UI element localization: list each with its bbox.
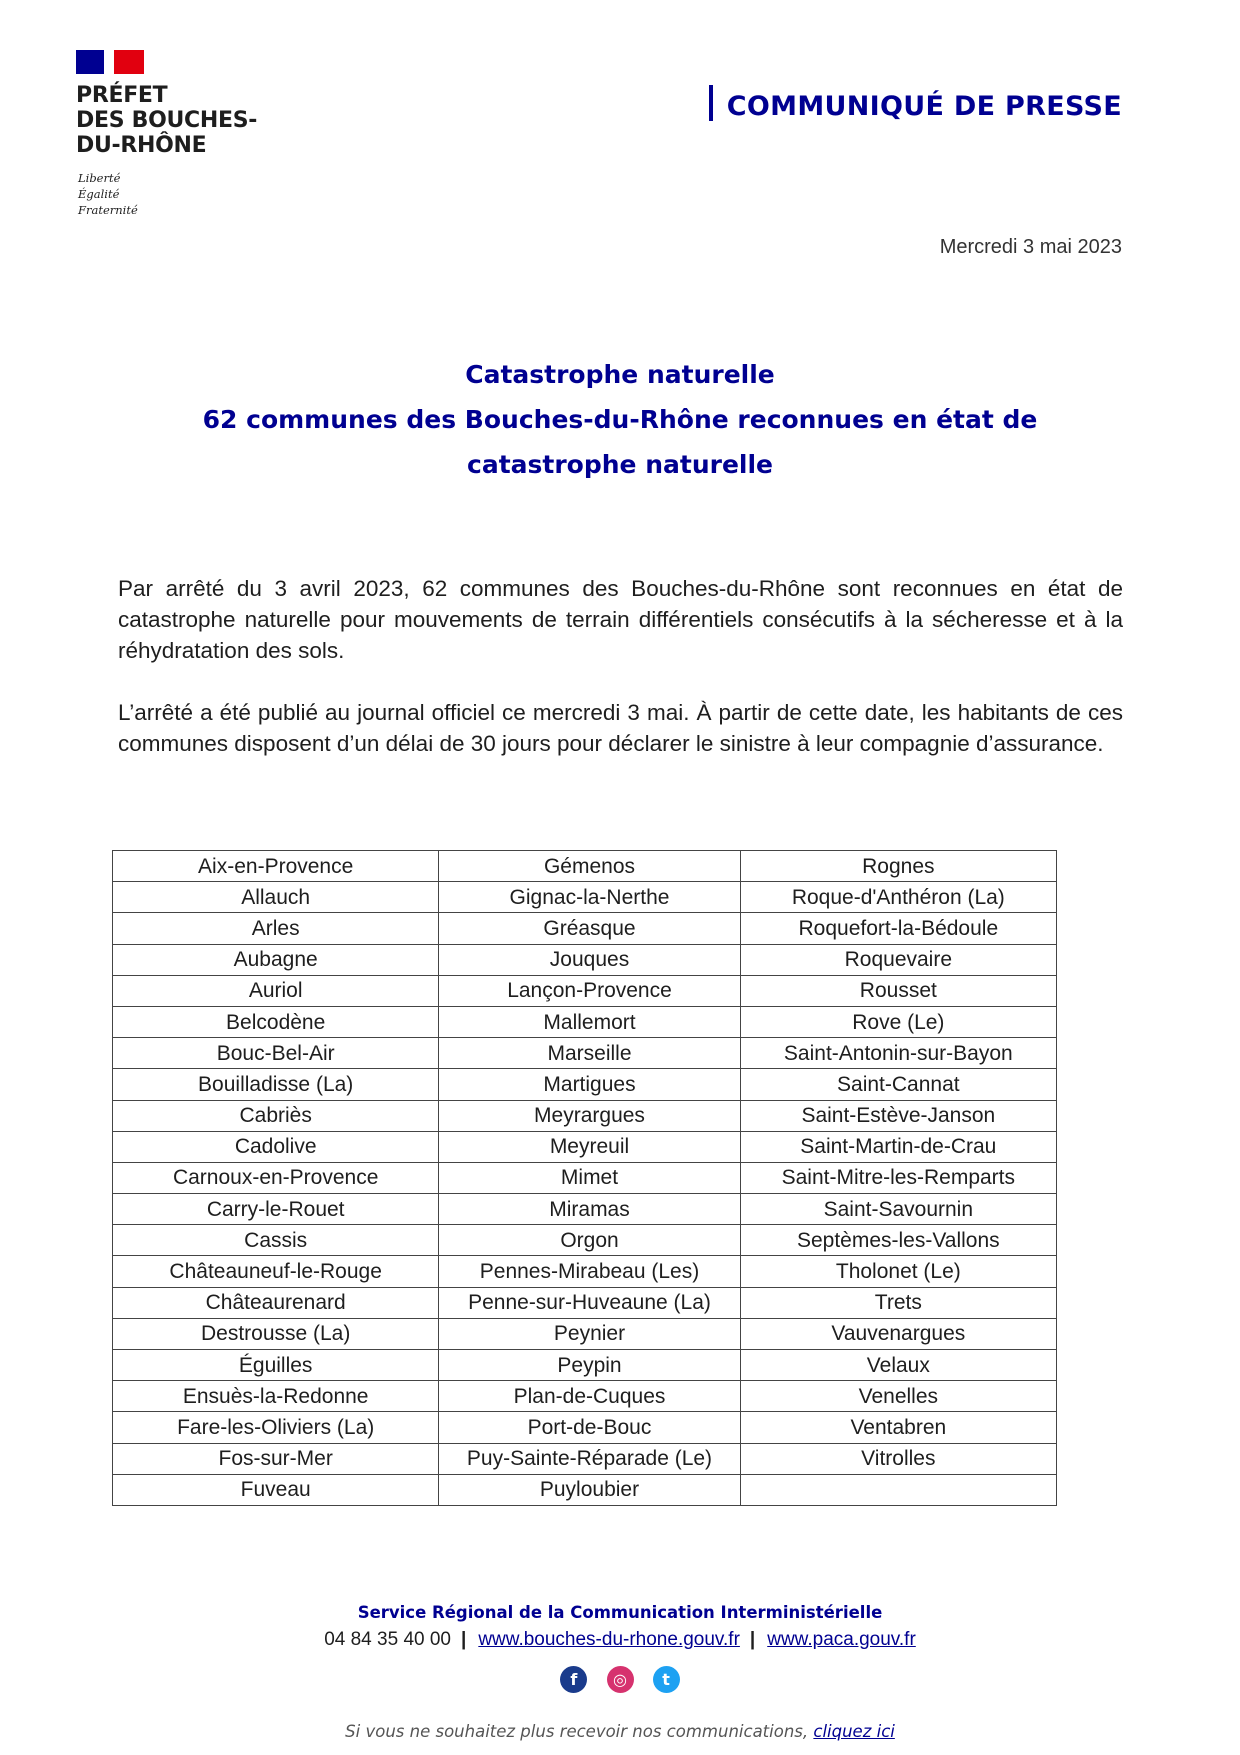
- commune-cell: Saint-Mitre-les-Remparts: [740, 1162, 1056, 1193]
- table-row: [113, 1038, 1057, 1069]
- separator: |: [461, 1629, 467, 1650]
- motto-line: Fraternité: [78, 203, 138, 217]
- commune-cell: Mallemort: [439, 1006, 740, 1037]
- commune-cell: Fuveau: [113, 1474, 439, 1505]
- commune-cell: Peynier: [439, 1318, 740, 1349]
- commune-cell: Destrousse (La): [113, 1318, 439, 1349]
- motto-line: Égalité: [78, 187, 120, 201]
- table-row: [113, 1412, 1057, 1443]
- commune-cell: Gréasque: [439, 913, 740, 944]
- table-row: [113, 851, 1057, 882]
- commune-cell: Cassis: [113, 1225, 439, 1256]
- release-date: Mercredi 3 mai 2023: [939, 236, 1122, 258]
- commune-cell: Aubagne: [113, 944, 439, 975]
- flag-red-band: [114, 50, 144, 74]
- service-name: Service Régional de la Communication Interministérielle: [357, 1603, 883, 1622]
- title-line: Catastrophe naturelle: [465, 360, 775, 389]
- commune-cell: Aix-en-Provence: [113, 851, 439, 882]
- commune-cell: Cabriès: [113, 1100, 439, 1131]
- table-row: [113, 1162, 1057, 1193]
- commune-cell: Pennes-Mirabeau (Les): [439, 1256, 740, 1287]
- commune-cell: Carnoux-en-Provence: [113, 1162, 439, 1193]
- table-row: [113, 913, 1057, 944]
- commune-cell: Ensuès-la-Redonne: [113, 1381, 439, 1412]
- prefet-line: PRÉFET: [76, 83, 168, 108]
- commune-cell: Ventabren: [740, 1412, 1056, 1443]
- commune-cell: Fos-sur-Mer: [113, 1443, 439, 1474]
- table-row: [113, 1287, 1057, 1318]
- communes-table-body: [113, 851, 1057, 1506]
- body-paragraph-2: L’arrêté a été publié au journal officiel ce mercredi 3 mai. À partir de cette date, les habitants de ces communes disposent d’un délai de 30 jours pour déclarer le sinistre à leur compagnie d’assurance.: [118, 700, 1123, 756]
- commune-cell: Allauch: [113, 882, 439, 913]
- commune-cell: Velaux: [740, 1350, 1056, 1381]
- commune-cell: Bouilladisse (La): [113, 1069, 439, 1100]
- unsubscribe-link[interactable]: cliquez ici: [813, 1722, 895, 1741]
- table-row: [113, 1006, 1057, 1037]
- commune-cell: Roquefort-la-Bédoule: [740, 913, 1056, 944]
- commune-cell: Jouques: [439, 944, 740, 975]
- table-row: [113, 1318, 1057, 1349]
- commune-cell: Châteauneuf-le-Rouge: [113, 1256, 439, 1287]
- prefet-name: [76, 83, 336, 158]
- contact-line: [0, 1629, 1240, 1651]
- commune-cell: Trets: [740, 1287, 1056, 1318]
- flag-blue-band: [76, 50, 104, 74]
- table-row: [113, 1100, 1057, 1131]
- commune-cell: Saint-Martin-de-Crau: [740, 1131, 1056, 1162]
- commune-cell: Gémenos: [439, 851, 740, 882]
- press-label-bar: [709, 85, 713, 121]
- flag-white-band: [104, 50, 114, 74]
- title-line: catastrophe naturelle: [467, 450, 773, 479]
- commune-cell: [740, 1474, 1056, 1505]
- commune-cell: Peypin: [439, 1350, 740, 1381]
- table-row: [113, 882, 1057, 913]
- republic-motto: [78, 170, 198, 218]
- marianne-flag-icon: [76, 50, 144, 74]
- press-label-text: COMMUNIQUÉ DE PRESSE: [726, 91, 1122, 122]
- prefet-line: DU-RHÔNE: [76, 133, 207, 158]
- commune-cell: Penne-sur-Huveaune (La): [439, 1287, 740, 1318]
- commune-cell: Saint-Estève-Janson: [740, 1100, 1056, 1131]
- commune-cell: Arles: [113, 913, 439, 944]
- commune-cell: Roque-d'Anthéron (La): [740, 882, 1056, 913]
- commune-cell: Fare-les-Oliviers (La): [113, 1412, 439, 1443]
- commune-cell: Port-de-Bouc: [439, 1412, 740, 1443]
- motto-line: Liberté: [78, 171, 121, 185]
- commune-cell: Éguilles: [113, 1350, 439, 1381]
- commune-cell: Plan-de-Cuques: [439, 1381, 740, 1412]
- commune-cell: Rognes: [740, 851, 1056, 882]
- twitter-icon[interactable]: t: [653, 1666, 680, 1693]
- table-row: [113, 1474, 1057, 1505]
- phone-number: 04 84 35 40 00: [324, 1629, 451, 1650]
- table-row: [113, 1131, 1057, 1162]
- prefecture-website-link[interactable]: www.bouches-du-rhone.gouv.fr: [478, 1629, 740, 1650]
- commune-cell: Bouc-Bel-Air: [113, 1038, 439, 1069]
- unsubscribe-line: [0, 1722, 1240, 1741]
- commune-cell: Gignac-la-Nerthe: [439, 882, 740, 913]
- commune-cell: Châteaurenard: [113, 1287, 439, 1318]
- commune-cell: Venelles: [740, 1381, 1056, 1412]
- commune-cell: Tholonet (Le): [740, 1256, 1056, 1287]
- body-paragraph-1: Par arrêté du 3 avril 2023, 62 communes des Bouches-du-Rhône sont reconnues en état de catastrophe naturelle pour mouvements de terrain différentiels consécutifs à la sécheresse et à la réhydratation des sols.: [118, 576, 1123, 663]
- commune-cell: Puyloubier: [439, 1474, 740, 1505]
- table-row: [113, 975, 1057, 1006]
- commune-cell: Vitrolles: [740, 1443, 1056, 1474]
- commune-cell: Auriol: [113, 975, 439, 1006]
- commune-cell: Mimet: [439, 1162, 740, 1193]
- paca-website-link[interactable]: www.paca.gouv.fr: [767, 1629, 916, 1650]
- table-row: [113, 1225, 1057, 1256]
- title-line: 62 communes des Bouches-du-Rhône reconnues en état de: [202, 405, 1038, 434]
- commune-cell: Carry-le-Rouet: [113, 1194, 439, 1225]
- commune-cell: Rove (Le): [740, 1006, 1056, 1037]
- commune-cell: Lançon-Provence: [439, 975, 740, 1006]
- commune-cell: Puy-Sainte-Réparade (Le): [439, 1443, 740, 1474]
- social-links: [0, 1666, 1240, 1694]
- commune-cell: Saint-Antonin-sur-Bayon: [740, 1038, 1056, 1069]
- table-row: [113, 1256, 1057, 1287]
- commune-cell: Vauvenargues: [740, 1318, 1056, 1349]
- page-title: [100, 352, 1140, 487]
- commune-cell: Rousset: [740, 975, 1056, 1006]
- commune-cell: Orgon: [439, 1225, 740, 1256]
- commune-cell: Marseille: [439, 1038, 740, 1069]
- commune-cell: Roquevaire: [740, 944, 1056, 975]
- commune-cell: Martigues: [439, 1069, 740, 1100]
- table-row: [113, 1381, 1057, 1412]
- press-release-label: [709, 85, 1122, 122]
- commune-cell: Meyreuil: [439, 1131, 740, 1162]
- table-row: [113, 1443, 1057, 1474]
- commune-cell: Miramas: [439, 1194, 740, 1225]
- commune-cell: Belcodène: [113, 1006, 439, 1037]
- table-row: [113, 1194, 1057, 1225]
- commune-cell: Saint-Savournin: [740, 1194, 1056, 1225]
- table-row: [113, 1069, 1057, 1100]
- table-row: [113, 1350, 1057, 1381]
- prefet-line: DES BOUCHES-: [76, 108, 258, 133]
- separator: |: [749, 1629, 756, 1650]
- commune-cell: Septèmes-les-Vallons: [740, 1225, 1056, 1256]
- table-row: [113, 944, 1057, 975]
- instagram-icon[interactable]: ◎: [607, 1666, 634, 1693]
- communes-table: [112, 850, 1057, 1506]
- commune-cell: Meyrargues: [439, 1100, 740, 1131]
- unsubscribe-text: Si vous ne souhaitez plus recevoir nos communications,: [345, 1722, 809, 1741]
- commune-cell: Saint-Cannat: [740, 1069, 1056, 1100]
- facebook-icon[interactable]: f: [560, 1666, 587, 1693]
- commune-cell: Cadolive: [113, 1131, 439, 1162]
